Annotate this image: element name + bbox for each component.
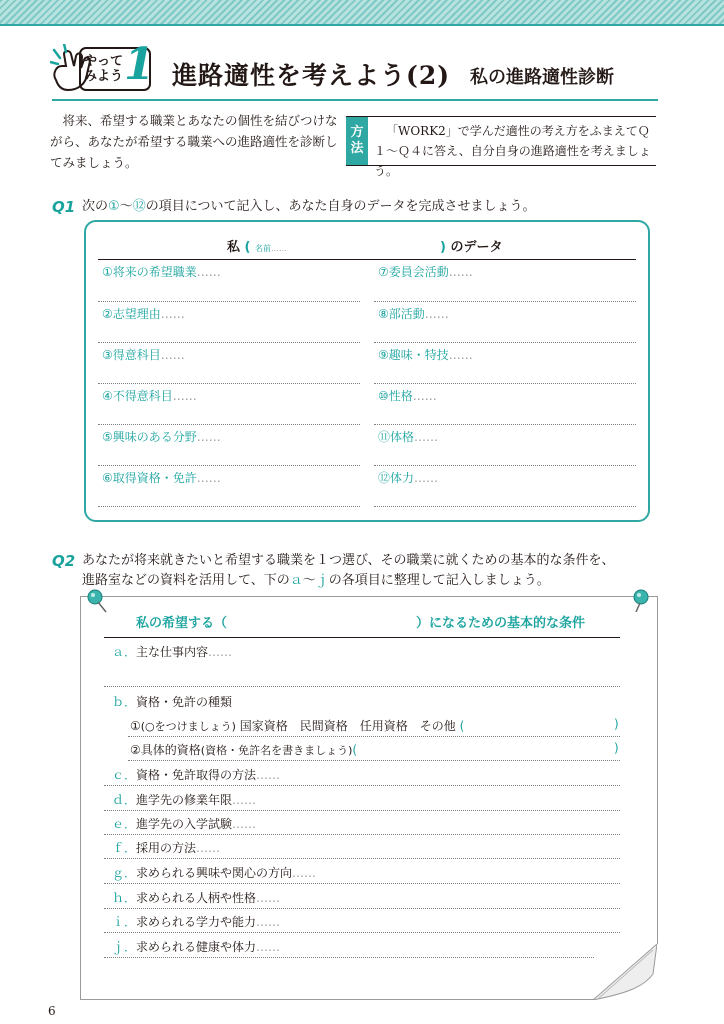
q1-item-1: ①将来の希望職業…… xyxy=(102,265,221,279)
answer-line[interactable] xyxy=(98,383,360,384)
q1-item-11: ⑪体格…… xyxy=(378,430,439,444)
q2-heading-left: 私の希望する（ xyxy=(136,616,228,631)
answer-line[interactable] xyxy=(374,465,636,466)
title-underline xyxy=(52,99,658,101)
q1-heading-name: 私 ( 名前…… xyxy=(227,240,288,255)
q1-heading-rule xyxy=(98,259,636,260)
top-decorative-band xyxy=(0,0,724,26)
activity-number: 1 xyxy=(124,39,155,90)
q1-item-6: ⑥取得資格・免許…… xyxy=(102,471,221,485)
q1-label: Q1 xyxy=(52,198,76,216)
q1-item-8: ⑧部活動…… xyxy=(378,307,449,321)
answer-line[interactable] xyxy=(104,785,620,786)
answer-line[interactable] xyxy=(98,301,360,302)
method-label: 方 法 xyxy=(346,117,368,165)
q2-b-sub1-paren-close: ) xyxy=(614,717,619,731)
q2-item-h: ｈ．求められる人柄や性格…… xyxy=(112,891,281,905)
try-it-badge-text: やって みよう xyxy=(84,54,124,84)
q2-label: Q2 xyxy=(52,552,76,570)
answer-line[interactable] xyxy=(98,342,360,343)
q2-item-d: ｄ．進学先の修業年限…… xyxy=(112,793,257,807)
answer-line[interactable] xyxy=(128,760,620,761)
q2-item-e: ｅ．進学先の入学試験…… xyxy=(112,817,257,831)
answer-line[interactable] xyxy=(104,908,620,909)
q2-item-c: ｃ．資格・免許取得の方法…… xyxy=(112,768,281,782)
answer-line[interactable] xyxy=(104,686,620,687)
q2-prompt-line1: あなたが将来就きたいと希望する職業を１つ選び、その職業に就くための基本的な条件を、 xyxy=(82,553,615,568)
answer-line[interactable] xyxy=(104,834,620,835)
q1-item-3: ③得意科目…… xyxy=(102,348,185,362)
q1-item-2: ②志望理由…… xyxy=(102,307,185,321)
q1-heading-data: ) のデータ xyxy=(440,240,503,255)
answer-line[interactable] xyxy=(104,957,594,958)
method-text: 「WORK2」で学んだ適性の考え方をふまえてＱ１～Ｑ４に答え、自分自身の進路適性を考えましょう。 xyxy=(374,124,651,178)
q2-item-b: ｂ．資格・免許の種類 xyxy=(112,695,233,709)
answer-line[interactable] xyxy=(374,383,636,384)
answer-line[interactable] xyxy=(374,424,636,425)
q1-item-9: ⑨趣味・特技…… xyxy=(378,348,473,362)
page-number: 6 xyxy=(48,1004,56,1018)
q1-item-5: ⑤興味のある分野…… xyxy=(102,430,221,444)
q2-prompt-line2: 進路室などの資料を活用して、下のａ～ｊの各項目に整理して記入しましょう。 xyxy=(82,573,550,588)
q2-item-g: ｇ．求められる興味や関心の方向…… xyxy=(112,866,317,880)
method-box xyxy=(346,116,656,178)
answer-line[interactable] xyxy=(104,858,620,859)
q2-b-sub2: ②具体的資格(資格・免許名を書きましょう)( xyxy=(130,743,358,757)
pushpin-icon xyxy=(84,588,110,614)
page-curl-corner xyxy=(593,944,657,1000)
q1-item-10: ⑩性格…… xyxy=(378,389,437,403)
answer-line[interactable] xyxy=(104,932,620,933)
answer-line[interactable] xyxy=(128,736,620,737)
page-subtitle: 私の進路適性診断 xyxy=(470,67,614,88)
answer-line[interactable] xyxy=(98,506,360,507)
pushpin-icon xyxy=(628,588,654,614)
answer-line[interactable] xyxy=(98,465,360,466)
q2-b-sub2-paren-close: ) xyxy=(614,741,619,755)
q2-item-f: ｆ．採用の方法…… xyxy=(112,841,221,855)
answer-line[interactable] xyxy=(374,342,636,343)
q1-item-7: ⑦委員会活動…… xyxy=(378,265,473,279)
page-title: 進路適性を考えよう(2) xyxy=(172,61,451,90)
answer-line[interactable] xyxy=(374,506,636,507)
q2-b-sub1: ①(○をつけましょう) 国家資格 民間資格 任用資格 その他 ( xyxy=(130,719,465,733)
answer-line[interactable] xyxy=(374,301,636,302)
q1-item-4: ④不得意科目…… xyxy=(102,389,197,403)
q2-item-i: ｉ．求められる学力や能力…… xyxy=(112,915,281,929)
q2-item-a: ａ．主な仕事内容…… xyxy=(112,645,233,659)
q2-heading-rule xyxy=(104,637,620,638)
q2-item-j: ｊ．求められる健康や体力…… xyxy=(112,940,281,954)
answer-line[interactable] xyxy=(104,883,620,884)
answer-line[interactable] xyxy=(98,424,360,425)
q2-heading-right: ）になるための基本的な条件 xyxy=(416,616,586,631)
intro-paragraph: 将来、希望する職業とあなたの個性を結びつけながら、あなたが希望する職業への進路適性を診断してみましょう。 xyxy=(50,113,338,170)
answer-line[interactable] xyxy=(104,810,620,811)
q1-prompt: 次の①～⑫の項目について記入し、あなた自身のデータを完成させましょう。 xyxy=(82,199,536,214)
q1-item-12: ⑫体力…… xyxy=(378,471,439,485)
